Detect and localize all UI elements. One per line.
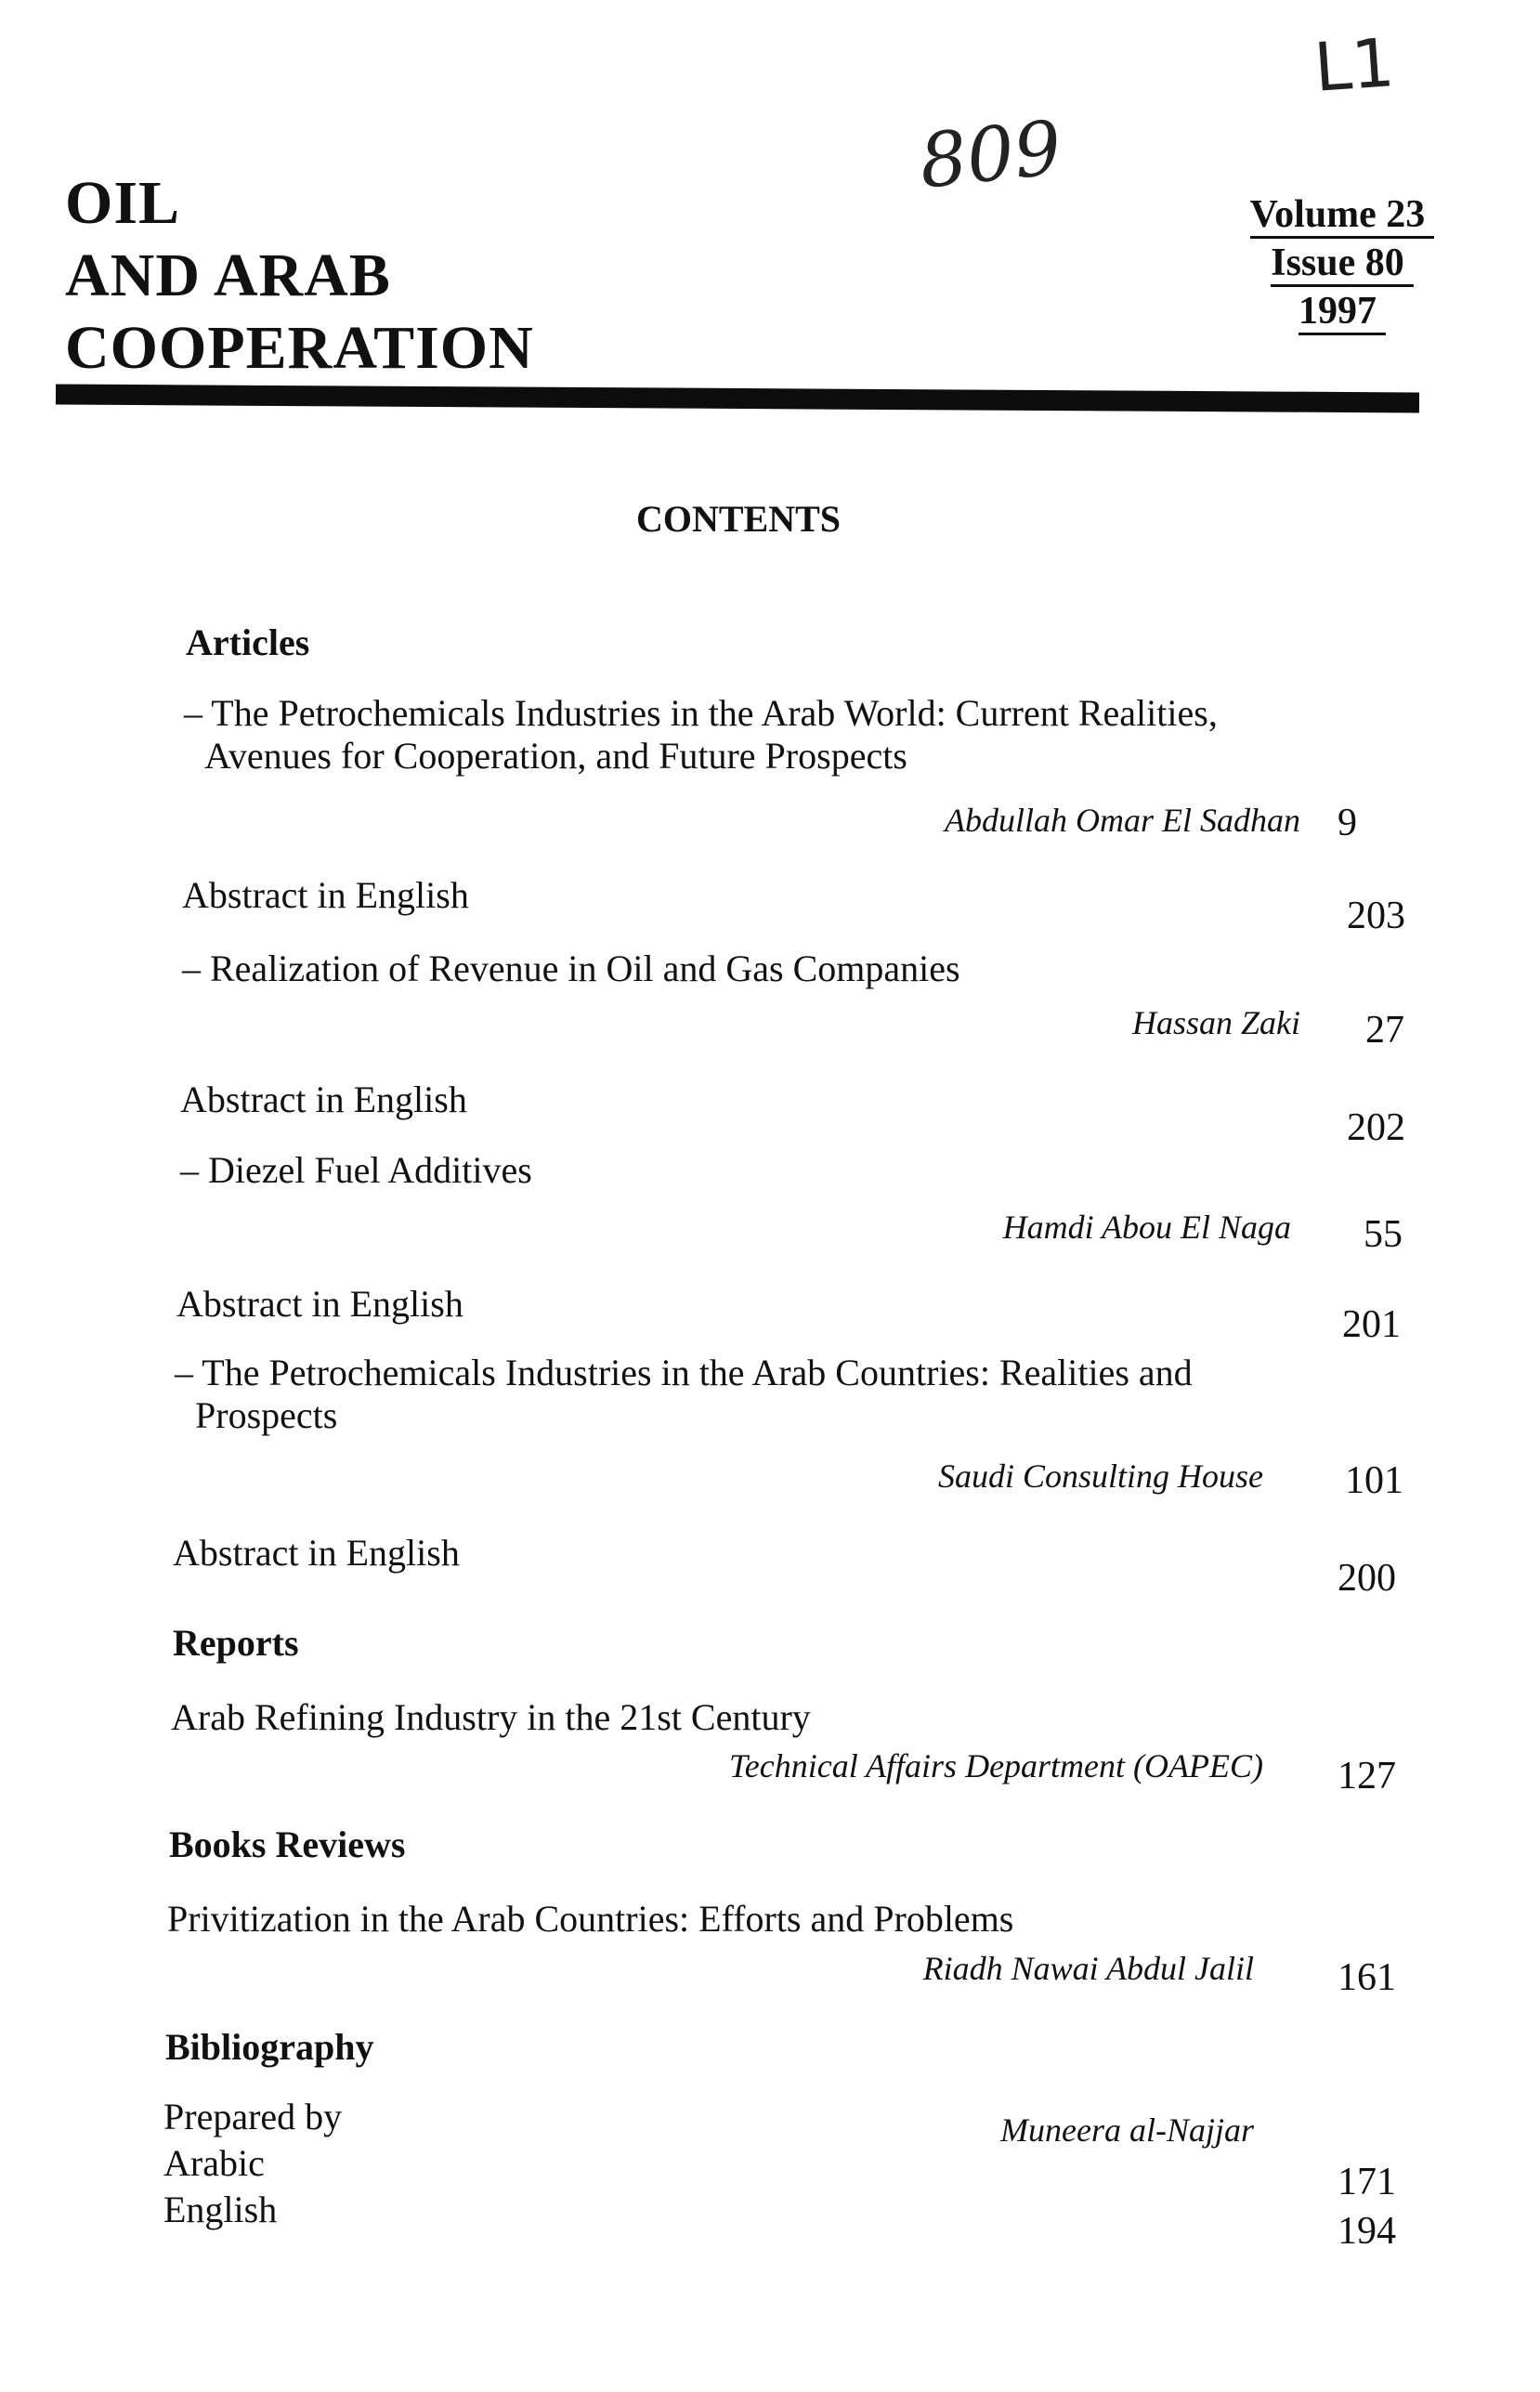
english-label: English bbox=[163, 2189, 278, 2230]
english-page: 194 bbox=[1338, 2210, 1396, 2253]
bibliography-author: Muneera al-Najjar bbox=[1000, 2111, 1254, 2149]
issue-info bbox=[1207, 190, 1477, 335]
year-label: 1997 bbox=[1299, 290, 1386, 335]
article-3-title: – Diezel Fuel Additives bbox=[180, 1149, 532, 1191]
article-3-author: Hamdi Abou El Naga bbox=[1002, 1209, 1291, 1246]
book-page: 161 bbox=[1338, 1956, 1396, 1999]
volume-label: Volume 23 bbox=[1250, 193, 1435, 239]
article-1-author: Abdullah Omar El Sadhan bbox=[945, 802, 1300, 839]
journal-title-line-2: AND ARAB bbox=[65, 242, 391, 309]
issue-label: Issue 80 bbox=[1271, 242, 1414, 287]
article-3-abstract: Abstract in English bbox=[176, 1283, 463, 1325]
article-1-abstract-page: 203 bbox=[1347, 895, 1405, 937]
arabic-page: 171 bbox=[1338, 2161, 1396, 2203]
article-4-page: 101 bbox=[1345, 1459, 1403, 1502]
article-4-abstract-page: 200 bbox=[1338, 1557, 1396, 1600]
article-4-abstract: Abstract in English bbox=[173, 1532, 460, 1574]
prepared-by-label: Prepared by bbox=[163, 2096, 343, 2137]
header-rule bbox=[56, 385, 1419, 413]
journal-title bbox=[65, 167, 534, 385]
article-4-author: Saudi Consulting House bbox=[937, 1457, 1263, 1495]
article-2-abstract: Abstract in English bbox=[180, 1078, 467, 1120]
article-4-title: – The Petrochemicals Industries in the Arab Countries: Realities and Prospects bbox=[175, 1352, 1193, 1436]
report-page: 127 bbox=[1338, 1755, 1396, 1797]
report-title: Arab Refining Industry in the 21st Century bbox=[171, 1696, 811, 1738]
article-2-abstract-page: 202 bbox=[1347, 1106, 1405, 1149]
article-2-author: Hassan Zaki bbox=[1131, 1004, 1300, 1041]
article-1-abstract: Abstract in English bbox=[182, 874, 469, 916]
article-1-page: 9 bbox=[1338, 802, 1357, 844]
journal-title-line-3: COOPERATION bbox=[65, 314, 534, 382]
book-author: Riadh Nawai Abdul Jalil bbox=[922, 1950, 1254, 1987]
arabic-label: Arabic bbox=[163, 2142, 265, 2184]
handwritten-corner-mark: L1 bbox=[1312, 23, 1397, 107]
article-3-page: 55 bbox=[1364, 1213, 1403, 1256]
article-1-title: – The Petrochemicals Industries in the Arab World: Current Realities, Avenues for Cooperation, and Future Prospects bbox=[184, 692, 1218, 777]
article-2-title: – Realization of Revenue in Oil and Gas Companies bbox=[182, 948, 960, 989]
books-heading: Books Reviews bbox=[169, 1823, 406, 1865]
reports-heading: Reports bbox=[173, 1622, 299, 1664]
report-author: Technical Affairs Department (OAPEC) bbox=[729, 1747, 1263, 1784]
article-2-page: 27 bbox=[1365, 1009, 1404, 1052]
book-title: Privitization in the Arab Countries: Efforts and Problems bbox=[167, 1898, 1014, 1940]
contents-title: CONTENTS bbox=[635, 498, 842, 540]
article-3-abstract-page: 201 bbox=[1342, 1303, 1401, 1346]
handwritten-number: 809 bbox=[915, 104, 1066, 205]
bibliography-heading: Bibliography bbox=[165, 2026, 374, 2068]
articles-heading: Articles bbox=[186, 621, 310, 663]
journal-title-line-1: OIL bbox=[65, 169, 181, 237]
